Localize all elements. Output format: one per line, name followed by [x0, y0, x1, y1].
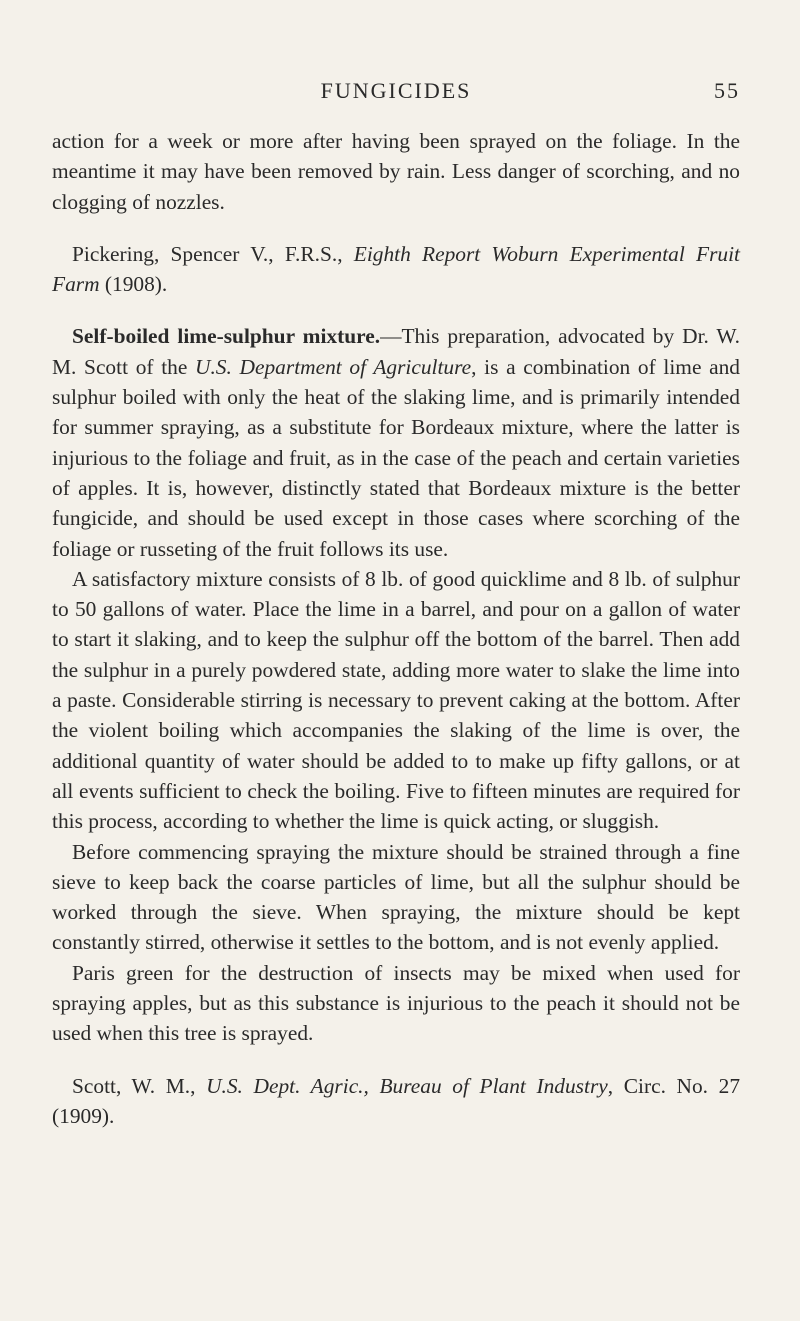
running-head: FUNGICIDES [320, 78, 472, 103]
paragraph-paris-green: Paris green for the destruction of insects may be mixed when used for spraying apples, but as this substance is injurious to the peach it should not be used when this tree is sprayed. [52, 960, 740, 1046]
paragraph-continuation: action for a week or more after having been sprayed on the foliage. In the meantime it may have been removed by rain. Less danger of scorching, and no clogging of nozzles. [52, 129, 740, 214]
reference-circular: , Circ. No. 27 (1909). [52, 1073, 741, 1128]
paragraph-text: , is a combination of lime and sulphur boiled with only the heat of the slaking lime, and is primarily intended for summer spraying, as a substitute for Bordeaux mixture, where the latter is injurious to the foliage and fruit, as in the case of the peach and certain varieties of apples. It is, however, distinctly stated that Bordeaux mixture is the better fungicide, and should be used except in those cases where scorching of the foliage or russeting of the fruit follows its use. [52, 354, 740, 561]
paragraph-self-boiled [52, 321, 740, 563]
reference-title: U.S. Dept. Agric., Bureau of Plant Industry [206, 1073, 608, 1098]
reference-pickering [52, 239, 740, 300]
paragraph-straining: Before commencing spraying the mixture should be strained through a fine sieve to keep back the coarse particles of lime, but all the sulphur should be worked through the sieve. When spraying, the mixture should be kept constantly stirred, otherwise it settles to the bottom, and is not evenly applied. [52, 839, 740, 955]
paragraph-text: —This preparation, advocated by Dr. W. M. Scott of the [52, 324, 740, 379]
reference-author: Pickering, Spencer V., F.R.S., [72, 241, 354, 266]
reference-author: Scott, W. M., [72, 1073, 207, 1098]
page-number: 55 [714, 78, 740, 103]
section-heading: Self-boiled lime-sulphur mixture. [72, 324, 381, 349]
reference-title: Eighth Report Woburn Experimental Fruit Farm [52, 241, 740, 297]
body-text [52, 126, 740, 1131]
reference-scott [52, 1071, 740, 1132]
page-header [52, 78, 740, 112]
reference-year: (1908). [99, 272, 168, 297]
paragraph-mixture: A satisfactory mixture consists of 8 lb. of good quicklime and 8 lb. of sulphur to 50 gallons of water. Place the lime in a barrel, and pour on a gallon of water to start it slaking, and to keep the sulphur off the bottom of the barrel. Then add the sulphur in a purely powdered state, adding more water to slake the lime into a paste. Considerable stirring is necessary to prevent caking at the bottom. After the violent boiling which accompanies the slaking of the lime is over, the additional quantity of water should be added to to make up fifty gallons, or at all events sufficient to check the boiling. Five to fifteen minutes are required for this process, according to whether the lime is quick acting, or sluggish. [52, 566, 740, 834]
department-name: U.S. Department of Agriculture [195, 354, 472, 379]
